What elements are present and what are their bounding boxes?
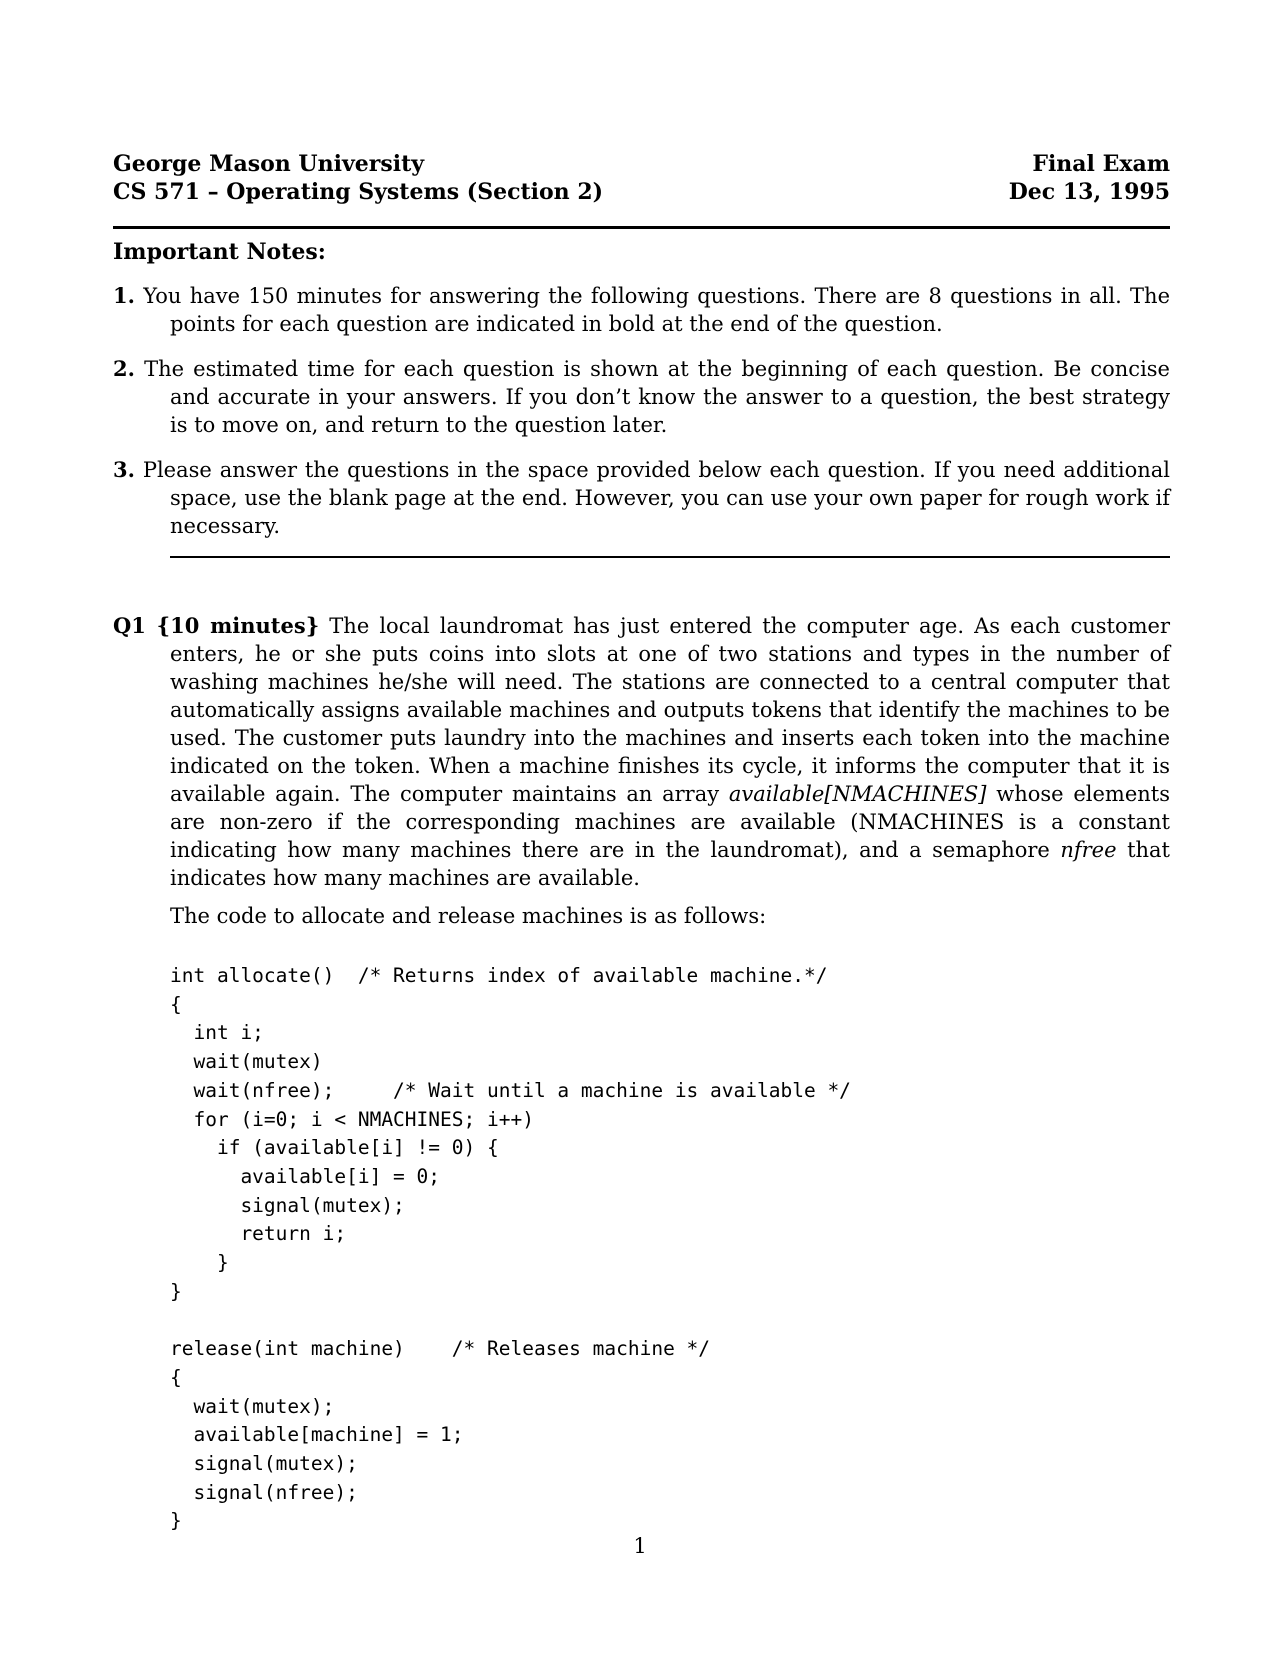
note-text: The estimated time for each question is shown at the beginning of each question. Be concise and accurate in your answers. If you don’t know the answer to a question, the best strategy is to move on, and return to the question later. [144, 357, 1170, 437]
exam-title: Final Exam [1032, 151, 1170, 177]
note-item [113, 282, 1170, 338]
university-name: George Mason University [113, 151, 425, 177]
note-number: 3. [113, 457, 135, 482]
notes-rule [170, 556, 1170, 558]
note-number: 2. [113, 356, 135, 381]
note-item [113, 456, 1170, 540]
array-name: available[NMACHINES] [728, 782, 987, 806]
exam-page [113, 150, 1170, 1536]
page-number: 1 [633, 1534, 647, 1558]
question-text-c: that indicates how many machines are available. [170, 838, 1170, 890]
question-1 [113, 612, 1170, 892]
code-listing: int allocate() /* Returns index of available machine.*/ { int i; wait(mutex) wait(nfree); /* Wait until a machine is available */ for (i=0; i < NMACHINES; i++) if (available[i] != 0) { available[i] = 0; signal(mutex); return i; } } release(int machine) /* Releases machine */ { wait(mutex); available[machine] = 1; signal(mutex); signal(nfree); } [170, 964, 851, 1533]
semaphore-name: nfree [1060, 838, 1117, 862]
question-label: Q1 {10 minutes} [113, 613, 320, 638]
note-text: You have 150 minutes for answering the following questions. There are 8 questions in all. The points for each question are indicated in bold at the end of the question. [143, 284, 1170, 336]
code-intro: The code to allocate and release machines is as follows: [170, 904, 767, 928]
notes-title: Important Notes: [113, 239, 326, 265]
note-text: Please answer the questions in the space provided below each question. If you need additional space, use the blank page at the end. However, you can use your own paper for rough work if necessary. [142, 458, 1170, 538]
exam-date: Dec 13, 1995 [1008, 179, 1170, 205]
course-title: CS 571 – Operating Systems (Section 2) [113, 179, 604, 205]
question-text-b: whose elements are non-zero if the corresponding machines are available (NMACHINES is a constant indicating how many machines there are in the laundromat), and a semaphore [170, 782, 1170, 862]
note-item [113, 355, 1170, 439]
header-right [1009, 150, 1170, 206]
exam-header [113, 150, 1170, 206]
header-rule [113, 226, 1170, 229]
note-number: 1. [113, 283, 135, 308]
header-left [113, 150, 603, 206]
question-text-a: The local laundromat has just entered the computer age. As each customer enters, he or she puts coins into slots at one of two stations and types in the number of washing machines he/she will need. The stations are connected to a central computer that automatically assigns available machines and outputs tokens that identify the machines to be used. The customer puts laundry into the machines and inserts each token into the machine indicated on the token. When a machine finishes its cycle, it informs the computer that it is available again. The computer maintains an array [170, 614, 1170, 806]
